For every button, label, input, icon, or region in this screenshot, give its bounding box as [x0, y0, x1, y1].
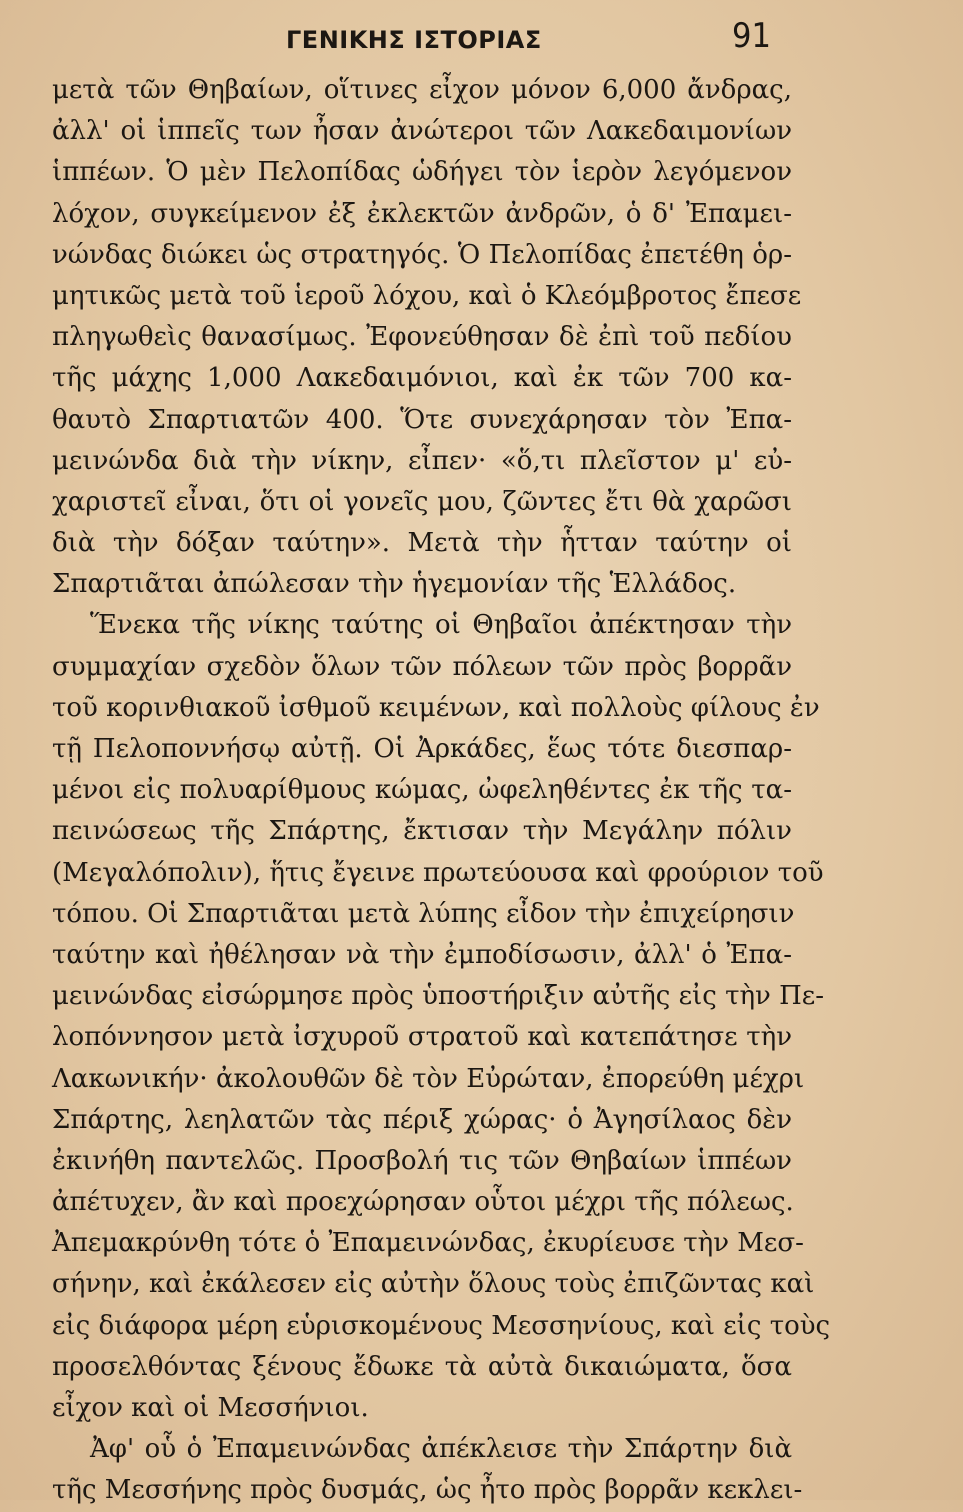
text-line: μένοι εἰς πολυαρίθμους κώμας, ὠφεληθέντες ἐκ τῆς τα-	[52, 775, 792, 806]
text-line: μετὰ τῶν Θηβαίων, οἵτινες εἶχον μόνον 6,000 ἄνδρας,	[52, 75, 792, 105]
text-line: Ἕνεκα τῆς νίκης ταύτης οἱ Θηβαῖοι ἀπέκτησαν τὴν	[90, 610, 792, 641]
text-line: θαυτὸ Σπαρτιατῶν 400. Ὅτε συνεχάρησαν τὸν Ἐπα-	[52, 404, 792, 435]
body-text	[52, 70, 831, 1512]
text-line: τόπου. Οἱ Σπαρτιᾶται μετὰ λύπης εἶδον τὴν ἐπιχείρησιν	[52, 898, 795, 929]
text-line: λοπόννησον μετὰ ἰσχυροῦ στρατοῦ καὶ κατεπάτησε τὴν	[52, 1022, 792, 1053]
text-line: Ἀφ' οὗ ὁ Ἐπαμεινώνδας ἀπέκλεισε τὴν Σπάρτην διὰ	[90, 1434, 792, 1465]
text-line: διὰ τὴν δόξαν ταύτην». Μετὰ τὴν ἧτταν ταύτην οἱ	[52, 528, 792, 559]
text-line: Σπάρτης, λεηλατῶν τὰς πέριξ χώρας· ὁ Ἀγησίλαος δὲν	[52, 1104, 792, 1135]
text-line: σήνην, καὶ ἐκάλεσεν εἰς αὐτὴν ὅλους τοὺς ἐπιζῶντας καὶ	[52, 1269, 815, 1300]
text-line: τῆς Μεσσήνης πρὸς δυσμάς, ὡς ἦτο πρὸς βορρᾶν κεκλει-	[52, 1475, 803, 1506]
text-line: λόχον, συγκείμενον ἐξ ἐκλεκτῶν ἀνδρῶν, ὁ δ' Ἐπαμει-	[52, 198, 792, 229]
text-line: τῇ Πελοποννήσῳ αὐτῇ. Οἱ Ἀρκάδες, ἕως τότε διεσπαρ-	[52, 734, 792, 764]
text-line: συμμαχίαν σχεδὸν ὅλων τῶν πόλεων τῶν πρὸς βορρᾶν	[52, 651, 792, 682]
text-line: ἐκινήθη παντελῶς. Προσβολή τις τῶν Θηβαίων ἱππέων	[52, 1145, 792, 1176]
page-number: 91	[732, 16, 771, 56]
text-line: τῆς μάχης 1,000 Λακεδαιμόνιοι, καὶ ἐκ τῶν 700 κα-	[52, 363, 792, 394]
text-line: ταύτην καὶ ἠθέλησαν νὰ τὴν ἐμποδίσωσιν, ἀλλ' ὁ Ἐπα-	[52, 939, 792, 970]
text-line: νώνδας διώκει ὡς στρατηγός. Ὁ Πελοπίδας ἐπετέθη ὁρ-	[52, 239, 792, 270]
text-line: (Μεγαλόπολιν), ἥτις ἔγεινε πρωτεύουσα καὶ φρούριον τοῦ	[52, 857, 824, 888]
text-line: πεινώσεως τῆς Σπάρτης, ἔκτισαν τὴν Μεγάλην πόλιν	[52, 816, 792, 847]
text-line: ἱππέων. Ὁ μὲν Πελοπίδας ὡδήγει τὸν ἱερὸν λεγόμενον	[52, 157, 792, 188]
text-line: ἀπέτυχεν, ἂν καὶ προεχώρησαν οὗτοι μέχρι τῆς πόλεως.	[52, 1187, 794, 1218]
text-line: χαριστεῖ εἶναι, ὅτι οἱ γονεῖς μου, ζῶντες ἔτι θὰ χαρῶσι	[52, 486, 792, 517]
text-line: εἶχον καὶ οἱ Μεσσήνιοι.	[52, 1393, 369, 1423]
text-line: μεινώνδα διὰ τὴν νίκην, εἶπεν· «ὅ,τι πλεῖστον μ' εὐ-	[52, 445, 792, 476]
page-header	[0, 16, 963, 62]
text-line: τοῦ κορινθιακοῦ ἰσθμοῦ κειμένων, καὶ πολλοὺς φίλους ἐν	[52, 692, 820, 723]
text-line: πληγωθεὶς θανασίμως. Ἐφονεύθησαν δὲ ἐπὶ τοῦ πεδίου	[52, 322, 792, 353]
running-head: ΓΕΝΙΚΗΣ ΙΣΤΟΡΙΑΣ	[286, 26, 542, 54]
text-line: Ἀπεμακρύνθη τότε ὁ Ἐπαμεινώνδας, ἐκυρίευσε τὴν Μεσ-	[52, 1228, 804, 1259]
text-line: μεινώνδας εἰσώρμησε πρὸς ὑποστήριξιν αὐτῆς εἰς τὴν Πε-	[52, 981, 825, 1012]
text-line: προσελθόντας ξένους ἔδωκε τὰ αὐτὰ δικαιώματα, ὅσα	[52, 1351, 792, 1382]
text-line: Σπαρτιᾶται ἀπώλεσαν τὴν ἡγεμονίαν τῆς Ἑλλάδος.	[52, 569, 737, 600]
text-line: ἀλλ' οἱ ἱππεῖς των ἦσαν ἀνώτεροι τῶν Λακεδαιμονίων	[52, 116, 792, 147]
text-line: Λακωνικήν· ἀκολουθῶν δὲ τὸν Εὐρώταν, ἐπορεύθη μέχρι	[52, 1063, 805, 1094]
text-line: μητικῶς μετὰ τοῦ ἱεροῦ λόχου, καὶ ὁ Κλεόμβροτος ἔπεσε	[52, 280, 802, 311]
text-line: εἰς διάφορα μέρη εὑρισκομένους Μεσσηνίους, καὶ εἰς τοὺς	[52, 1310, 831, 1341]
